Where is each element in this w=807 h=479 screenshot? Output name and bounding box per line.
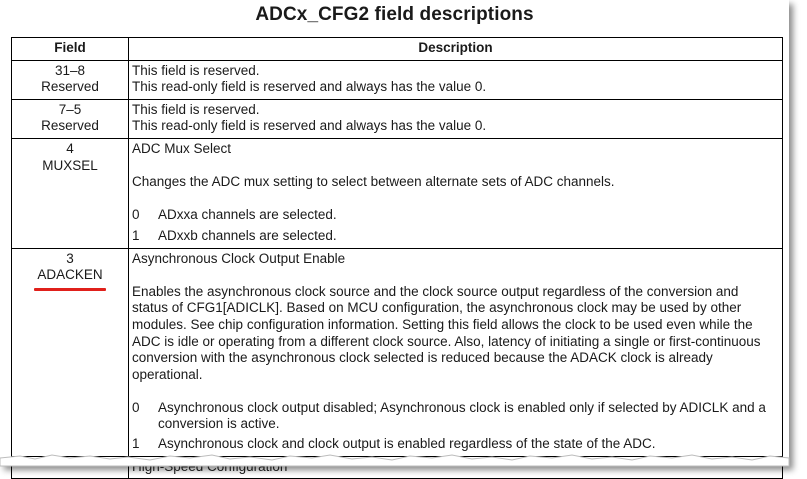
field-bits: 7–5 [58, 101, 82, 117]
field-cell [12, 138, 129, 248]
enum-entry [132, 228, 778, 245]
field-name: ADACKEN [37, 267, 103, 283]
torn-edge [0, 452, 789, 466]
enum-entry [132, 207, 778, 224]
enum-value: 0 [132, 207, 140, 223]
description-heading: ADC Mux Select [132, 140, 232, 156]
enum-entry [132, 436, 778, 453]
field-name: MUXSEL [42, 157, 98, 173]
field-bits: 3 [66, 250, 74, 266]
table-title: ADCx_CFG2 field descriptions [255, 4, 534, 25]
description-line: This field is reserved. [132, 101, 260, 117]
description-cell [129, 138, 783, 248]
field-column-header: Field [12, 38, 129, 61]
field-cell [12, 99, 129, 138]
red-underline-annotation [34, 288, 106, 291]
description-line: This read-only field is reserved and always has the value 0. [132, 118, 487, 134]
description-body: Enables the asynchronous clock source and the clock source output regardless of the conversion and status of CFG1[ADICLK]. Based on MCU configuration, the asynchronous clock may be used by other modules. See chip configuration information. Setting this field allows the clock to be used even while the ADC is idle or operating from a different clock source. Also, latency of initiating a single or first-continuous conversion with the asynchronous clock selected is reduced because the ADACK clock is already operational. [132, 283, 761, 382]
enum-text: Asynchronous clock and clock output is enabled regardless of the state of the ADC. [158, 436, 656, 452]
field-name: Reserved [41, 118, 99, 134]
description-heading: Asynchronous Clock Output Enable [132, 250, 346, 266]
description-cell [129, 60, 783, 99]
field-bits: 31–8 [54, 62, 86, 78]
description-body: Changes the ADC mux setting to select between alternate sets of ADC channels. [132, 174, 615, 190]
field-name: Reserved [41, 79, 99, 95]
field-bits: 4 [66, 140, 74, 156]
field-cell [12, 248, 129, 456]
enum-value: 1 [132, 436, 140, 452]
field-descriptions-table [11, 37, 783, 479]
enum-entry [132, 400, 778, 433]
description-cell [129, 99, 783, 138]
table-row [12, 138, 783, 248]
enum-value: 1 [132, 227, 140, 243]
enum-value: 0 [132, 399, 140, 415]
description-column-header: Description [129, 38, 783, 61]
description-line: This read-only field is reserved and always has the value 0. [132, 79, 487, 95]
table-row [12, 99, 783, 138]
enum-text: ADxxb channels are selected. [158, 227, 337, 243]
enum-text: Asynchronous clock output disabled; Asynchronous clock is enabled only if selected by ADICLK and a conversion is active. [158, 399, 766, 432]
field-cell [12, 60, 129, 99]
description-cell [129, 248, 783, 456]
enum-text: ADxxa channels are selected. [158, 207, 337, 223]
table-row [12, 248, 783, 456]
table-header-row [12, 38, 783, 61]
description-line: This field is reserved. [132, 62, 260, 78]
table-row [12, 60, 783, 99]
